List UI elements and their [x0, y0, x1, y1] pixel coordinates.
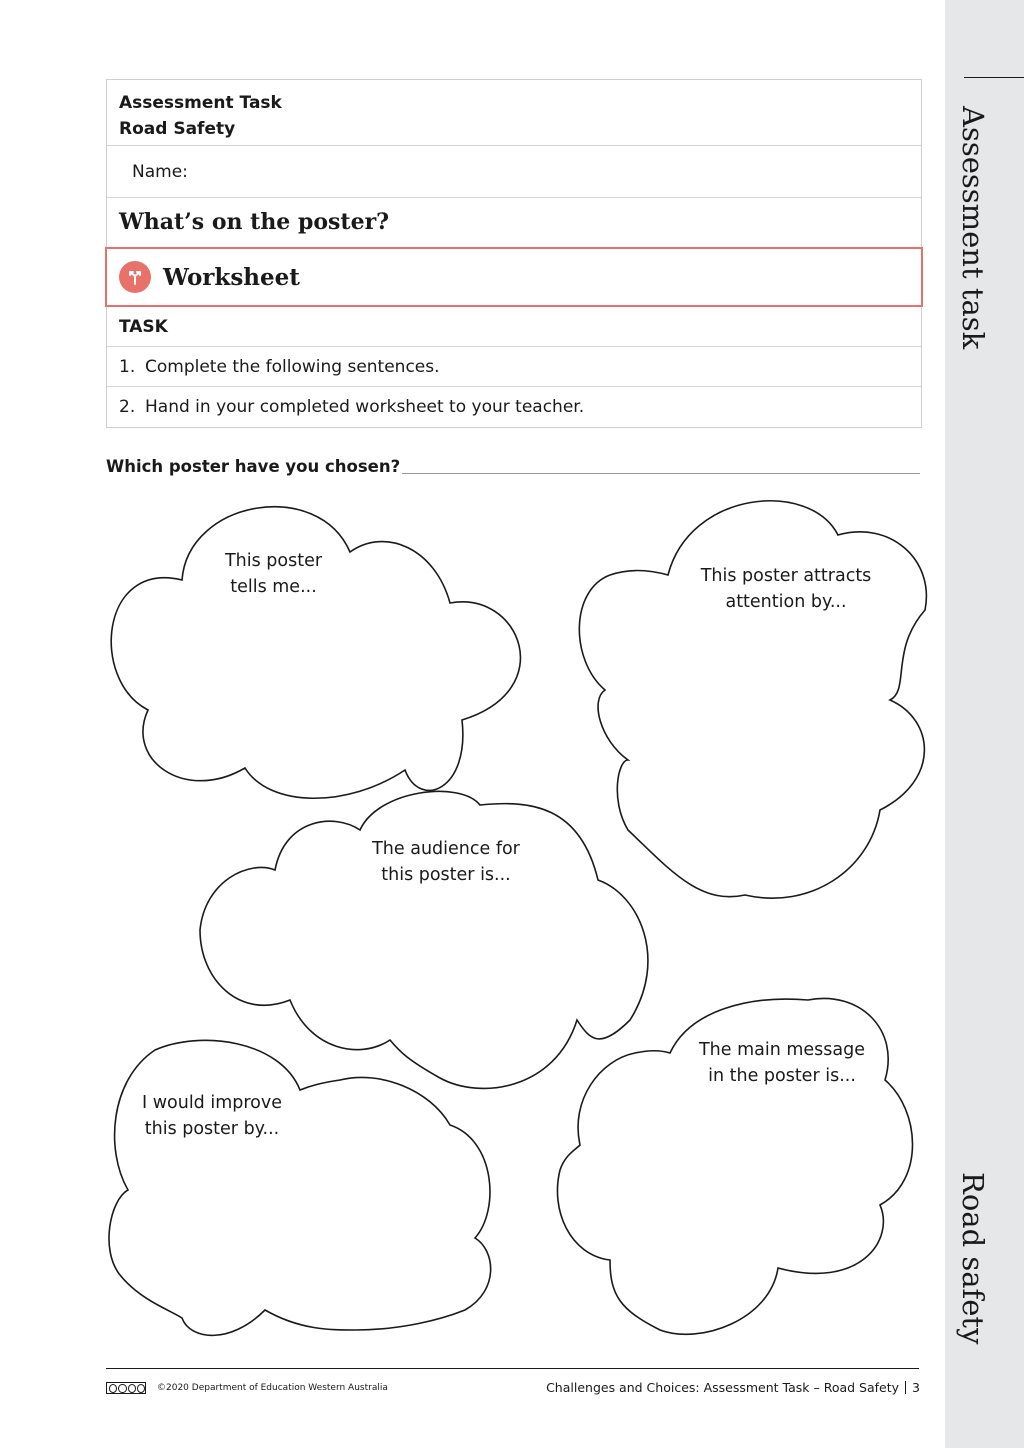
footer-title — [546, 1379, 920, 1397]
sidebar-topic-label: Road safety — [956, 1172, 990, 1345]
step-number: 1. — [119, 357, 136, 377]
footer-rule — [106, 1368, 919, 1369]
cloud-tells-me-text — [196, 548, 351, 600]
step-text: Hand in your completed worksheet to your teacher. — [145, 397, 585, 417]
cloud-text-line: this poster is... — [381, 865, 511, 885]
cloud-text-line: This poster attracts — [700, 566, 872, 586]
page-number: 3 — [912, 1380, 920, 1395]
task-label: TASK — [107, 307, 921, 347]
cloud-text-line: tells me... — [230, 577, 317, 597]
cloud-text-line: I would improve — [141, 1093, 283, 1113]
cloud-improve[interactable] — [109, 1040, 491, 1335]
step-number: 2. — [119, 397, 136, 417]
cloud-attracts-text — [686, 563, 886, 615]
cloud-text-line: this poster by... — [144, 1119, 280, 1139]
cloud-attracts-attention[interactable] — [579, 501, 926, 898]
footer-document-title: Challenges and Choices: Assessment Task – Road Safety — [546, 1380, 900, 1395]
cloud-text-line: attention by... — [725, 592, 847, 612]
poster-question: Which poster have you chosen? — [106, 457, 401, 476]
name-label: Name: — [132, 162, 188, 182]
cloud-audience-text — [346, 836, 546, 888]
title-line-1: Assessment Task — [119, 93, 282, 113]
cloud-improve-text — [132, 1090, 292, 1142]
worksheet-label: Worksheet — [163, 263, 300, 291]
footer-separator — [905, 1381, 906, 1394]
title-line-2: Road Safety — [119, 119, 236, 139]
cloud-text-line: The main message — [698, 1040, 866, 1060]
creative-commons-icon — [106, 1382, 146, 1394]
cloud-text-line: The audience for — [372, 839, 520, 859]
cloud-text-line: in the poster is... — [708, 1066, 856, 1086]
cloud-text-line: This poster — [224, 551, 323, 571]
cloud-main-message-text — [682, 1037, 882, 1089]
sidebar-assessment-label: Assessment task — [956, 106, 990, 350]
copyright-text: ©2020 Department of Education Western Australia — [157, 1383, 388, 1393]
poster-heading: What’s on the poster? — [107, 198, 921, 248]
step-text: Complete the following sentences. — [145, 357, 440, 377]
